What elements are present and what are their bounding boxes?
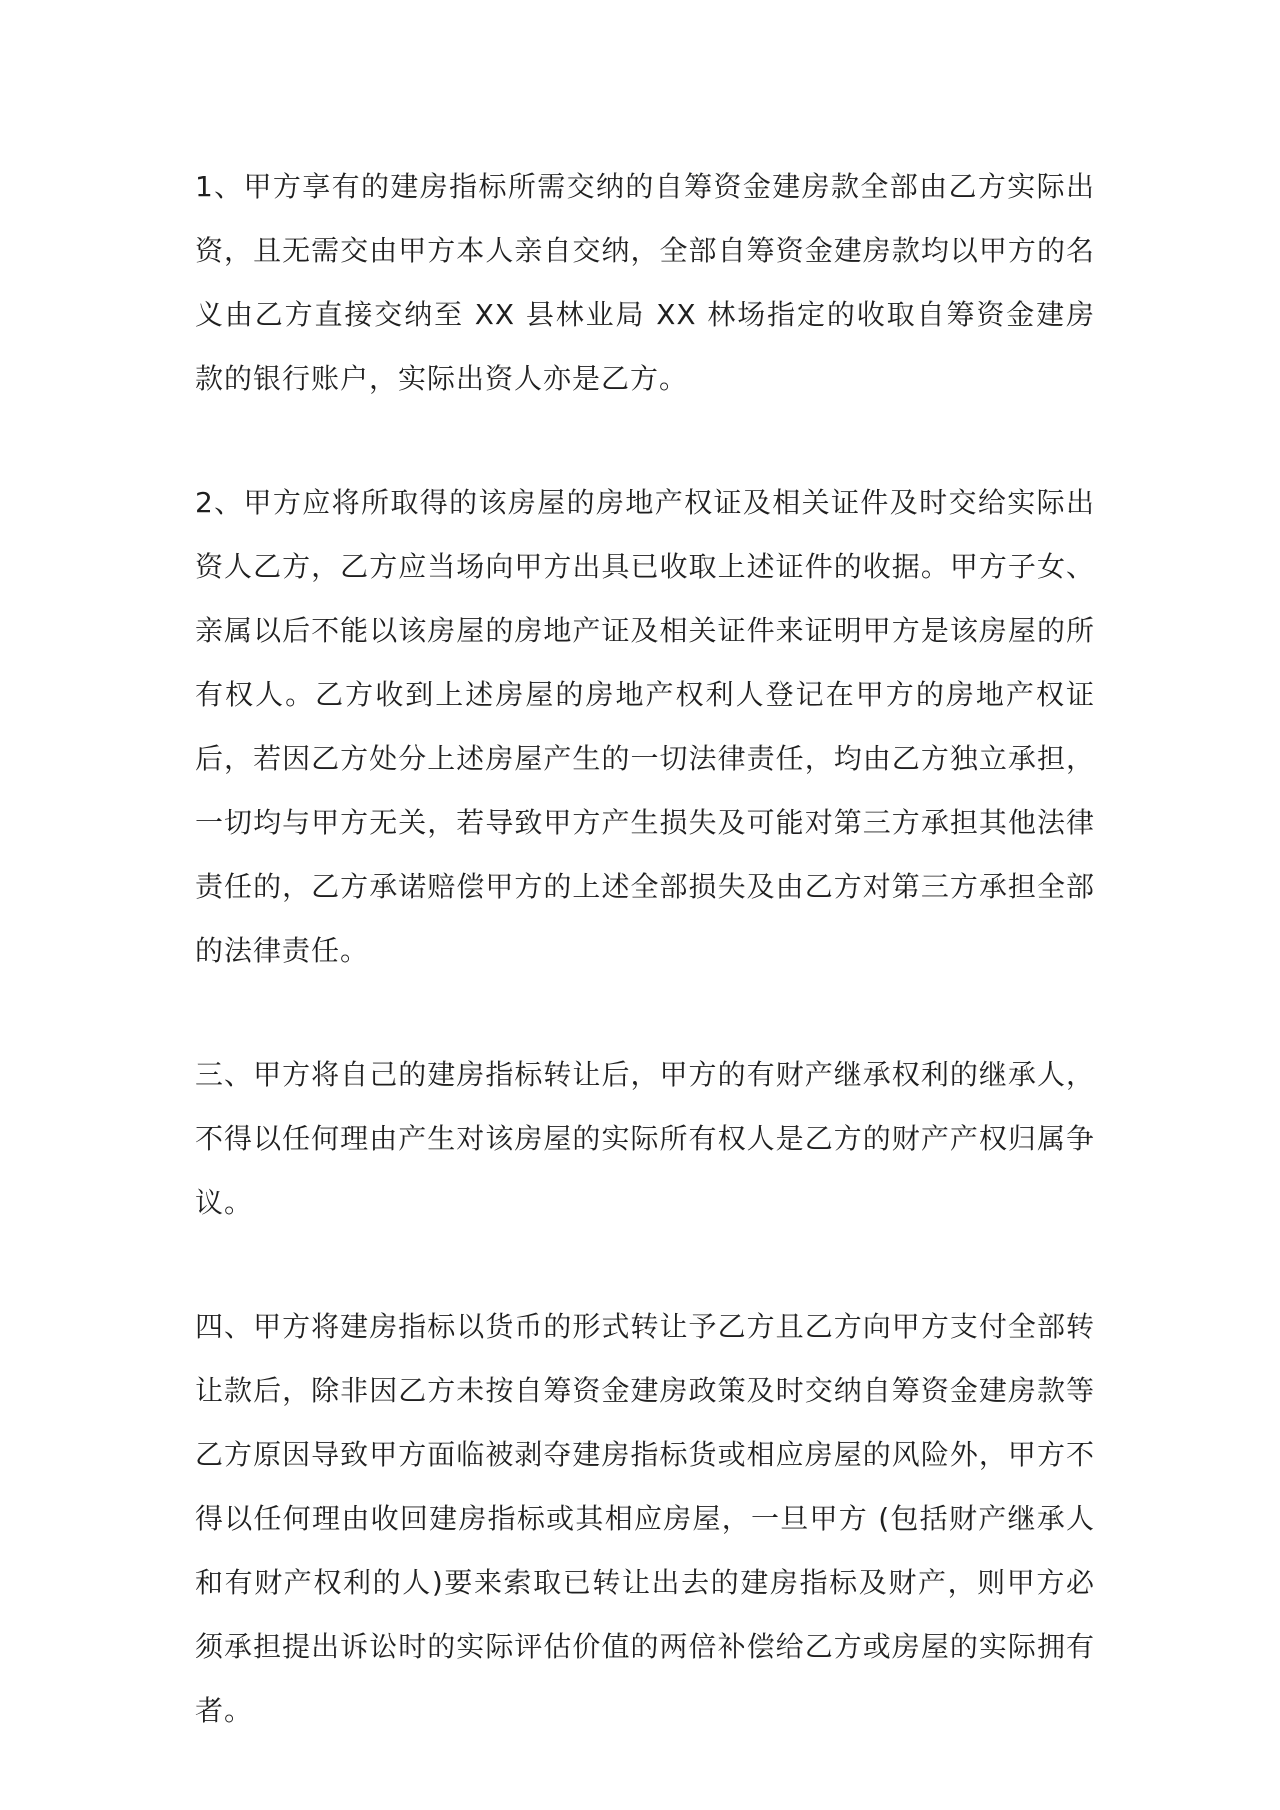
paragraph-clause-4: 四、甲方将建房指标以货币的形式转让予乙方且乙方向甲方支付全部转让款后，除非因乙方未按自筹资金建房政策及时交纳自筹资金建房款等乙方原因导致甲方面临被剥夺建房指标货或相应房屋的风险外，甲方不得以任何理由收回建房指标或其相应房屋，一旦甲方 (包括财产继承人和有财产权利的人)要来索取已转让出去的建房指标及财产，则甲方必须承担提出诉讼时的实际评估价值的两倍补偿给乙方或房屋的实际拥有者。 <box>195 1310 1095 1727</box>
document-body <box>195 155 1095 1803</box>
paragraph-clause-1: 1、甲方享有的建房指标所需交纳的自筹资金建房款全部由乙方实际出资，且无需交由甲方本人亲自交纳，全部自筹资金建房款均以甲方的名义由乙方直接交纳至 XX 县林业局 XX 林场指定的收取自筹资金建房款的银行账户，实际出资人亦是乙方。 <box>195 170 1095 395</box>
paragraph-clause-3: 三、甲方将自己的建房指标转让后，甲方的有财产继承权利的继承人，不得以任何理由产生对该房屋的实际所有权人是乙方的财产产权归属争议。 <box>195 1058 1095 1219</box>
paragraph-clause-2: 2、甲方应将所取得的该房屋的房地产权证及相关证件及时交给实际出资人乙方，乙方应当场向甲方出具已收取上述证件的收据。甲方子女、亲属以后不能以该房屋的房地产证及相关证件来证明甲方是该房屋的所有权人。乙方收到上述房屋的房地产权利人登记在甲方的房地产权证后，若因乙方处分上述房屋产生的一切法律责任，均由乙方独立承担，一切均与甲方无关，若导致甲方产生损失及可能对第三方承担其他法律责任的，乙方承诺赔偿甲方的上述全部损失及由乙方对第三方承担全部的法律责任。 <box>195 486 1095 967</box>
